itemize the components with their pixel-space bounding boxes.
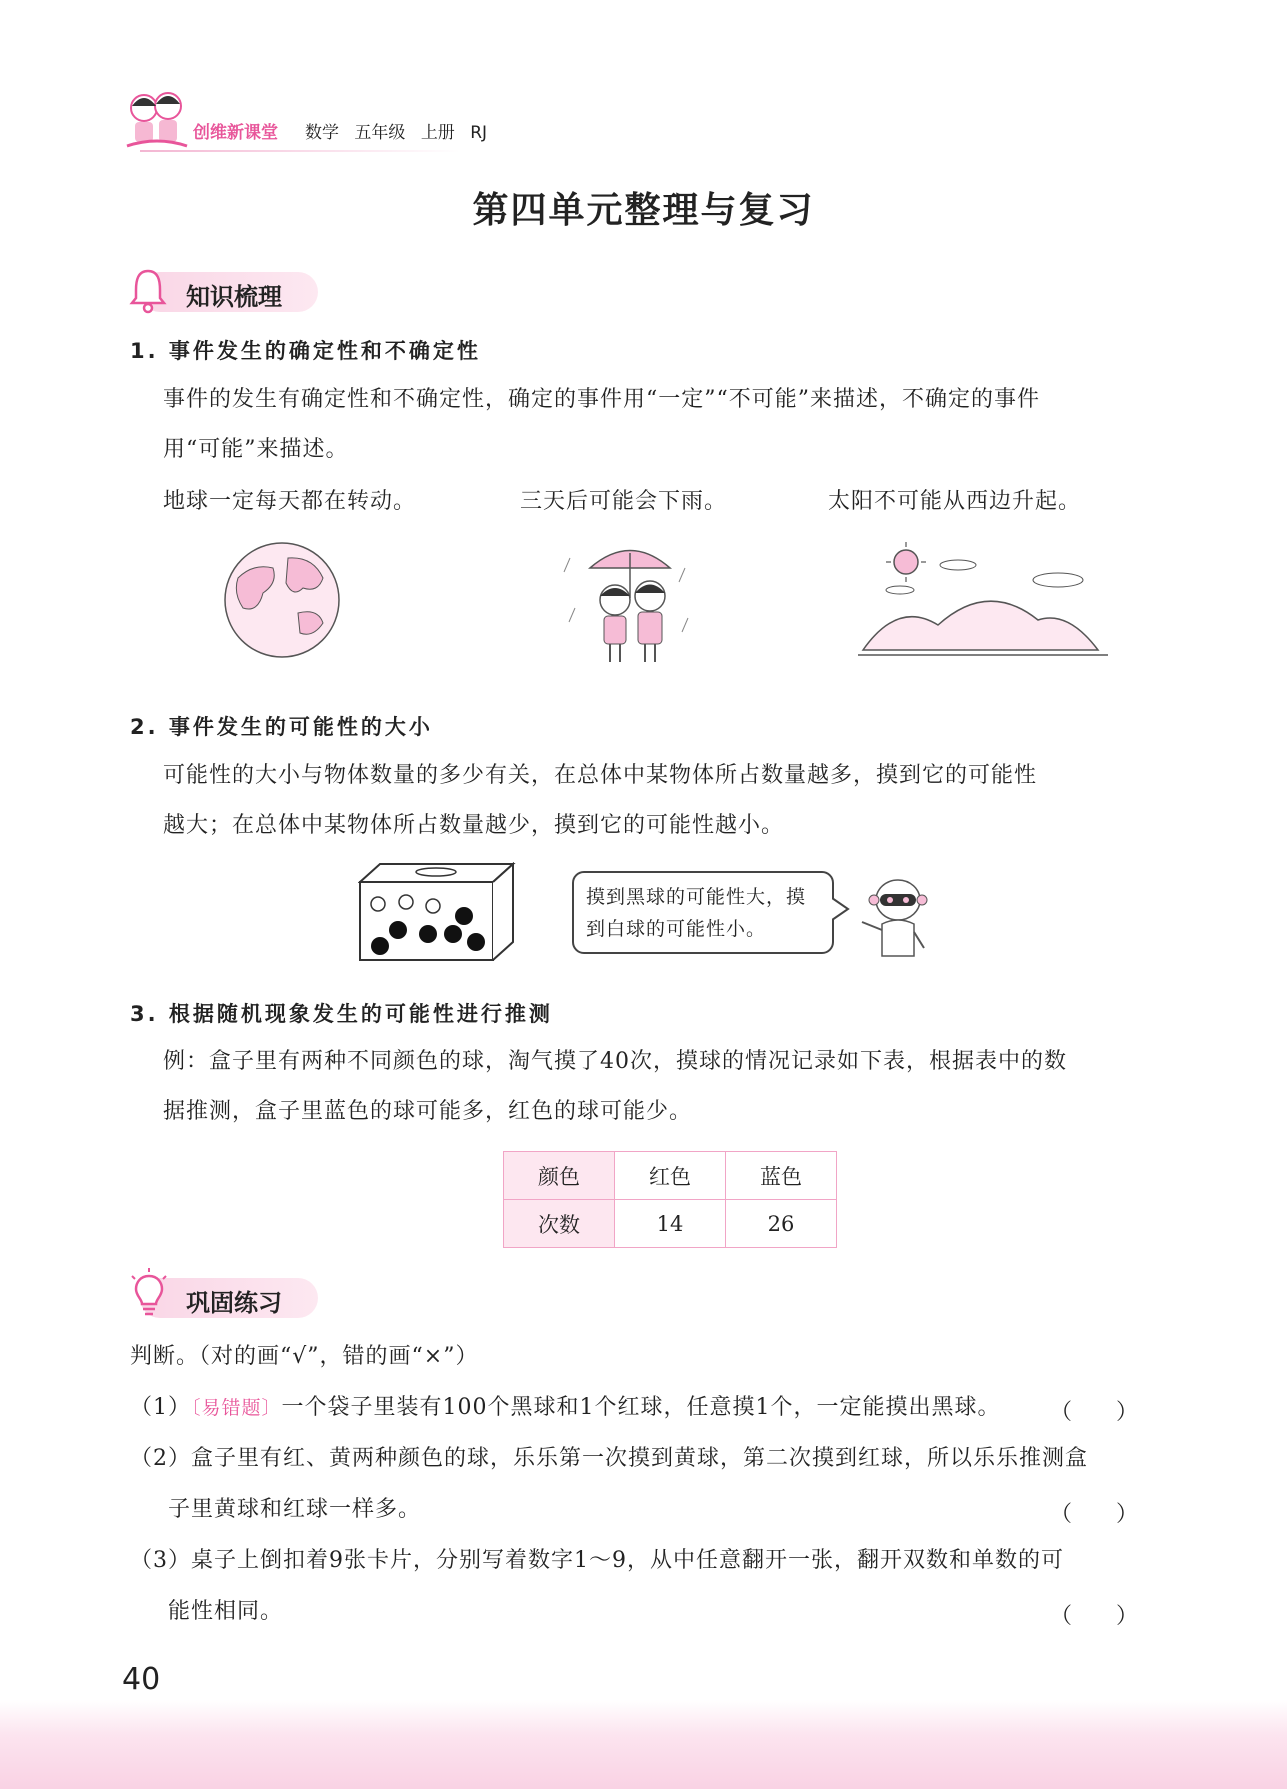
edition: RJ — [470, 123, 488, 143]
ball-count-table — [503, 1151, 837, 1248]
table-header-row — [504, 1152, 837, 1200]
item1-para-line2: 用“可能”来描述。 — [163, 437, 349, 462]
sun-mountains-icon — [858, 540, 1108, 665]
item2-heading: 2. 事件发生的可能性的大小 — [130, 715, 433, 739]
exercise-instruction: 判断。（对的画“√”，错的画“×”） — [130, 1344, 479, 1369]
question-1 — [130, 1383, 1001, 1433]
example-sun: 太阳不可能从西边升起。 — [828, 489, 1082, 514]
page-number: 40 — [122, 1662, 161, 1697]
item3-para-line1: 例：盒子里有两种不同颜色的球，淘气摸了40次，摸球的情况记录如下表，根据表中的数 — [163, 1049, 1067, 1074]
mascot-kids-icon — [122, 86, 192, 154]
section-label-knowledge: 知识梳理 — [186, 283, 282, 311]
book-info — [305, 118, 497, 143]
question-2-line1: （2）盒子里有红、黄两种颜色的球，乐乐第一次摸到黄球，第二次摸到红球，所以乐乐推测盒 — [130, 1446, 1089, 1471]
example-earth: 地球一定每天都在转动。 — [163, 489, 417, 514]
table-cell: 14 — [615, 1200, 726, 1248]
answer-box-3[interactable]: （ ） — [1050, 1604, 1139, 1629]
table-cell: 次数 — [504, 1200, 615, 1248]
section-label-practice: 巩固练习 — [186, 1289, 282, 1317]
speech-bubble-tail — [832, 896, 852, 922]
page-title: 第四单元整理与复习 — [472, 190, 815, 231]
bell-icon — [128, 266, 168, 314]
lightbulb-icon — [128, 1268, 170, 1318]
item1-heading: 1. 事件发生的确定性和不确定性 — [130, 339, 481, 363]
answer-box-2[interactable]: （ ） — [1050, 1502, 1139, 1527]
item3-heading: 3. 根据随机现象发生的可能性进行推测 — [130, 1002, 553, 1026]
item2-para-line1: 可能性的大小与物体数量的多少有关，在总体中某物体所占数量越多，摸到它的可能性 — [163, 763, 1038, 788]
table-cell: 蓝色 — [726, 1152, 837, 1200]
brand-name: 创维新课堂 — [193, 123, 278, 143]
question-1-text: 一个袋子里装有100个黑球和1个红球，任意摸1个，一定能摸出黑球。 — [281, 1395, 1001, 1420]
question-2-line2: 子里黄球和红球一样多。 — [168, 1497, 422, 1522]
item2-para-line2: 越大；在总体中某物体所占数量越少，摸到它的可能性越小。 — [163, 813, 785, 838]
table-cell: 红色 — [615, 1152, 726, 1200]
error-prone-tag: 〔易错题〕 — [191, 1397, 282, 1419]
speech-line1: 摸到黑球的可能性大，摸 — [586, 886, 807, 908]
item1-para-line1: 事件的发生有确定性和不确定性，确定的事件用“一定”“不可能”来描述，不确定的事件 — [163, 387, 1040, 412]
question-3-line2: 能性相同。 — [168, 1599, 284, 1624]
earth-globe-icon — [218, 538, 348, 662]
speech-bubble — [572, 871, 834, 954]
volume: 上册 — [420, 123, 455, 143]
answer-box-1[interactable]: （ ） — [1050, 1400, 1139, 1425]
subject: 数学 — [305, 123, 339, 143]
speech-line2: 到白球的可能性小。 — [586, 918, 767, 940]
question-3-line1: （3）桌子上倒扣着9张卡片，分别写着数字1～9，从中任意翻开一张，翻开双数和单数的可 — [130, 1548, 1064, 1573]
example-rain: 三天后可能会下雨。 — [520, 489, 728, 514]
kids-umbrella-rain-icon — [560, 538, 700, 668]
item3-para-line2: 据推测，盒子里蓝色的球可能多，红色的球可能少。 — [163, 1099, 693, 1124]
header-divider — [140, 150, 460, 152]
table-cell: 26 — [726, 1200, 837, 1248]
grade: 五年级 — [354, 123, 406, 143]
question-1-number: （1） — [130, 1395, 191, 1420]
table-row — [504, 1200, 837, 1248]
table-cell: 颜色 — [504, 1152, 615, 1200]
ball-box-icon — [358, 862, 518, 962]
footer-band — [0, 1700, 1287, 1789]
robot-icon — [858, 876, 936, 964]
